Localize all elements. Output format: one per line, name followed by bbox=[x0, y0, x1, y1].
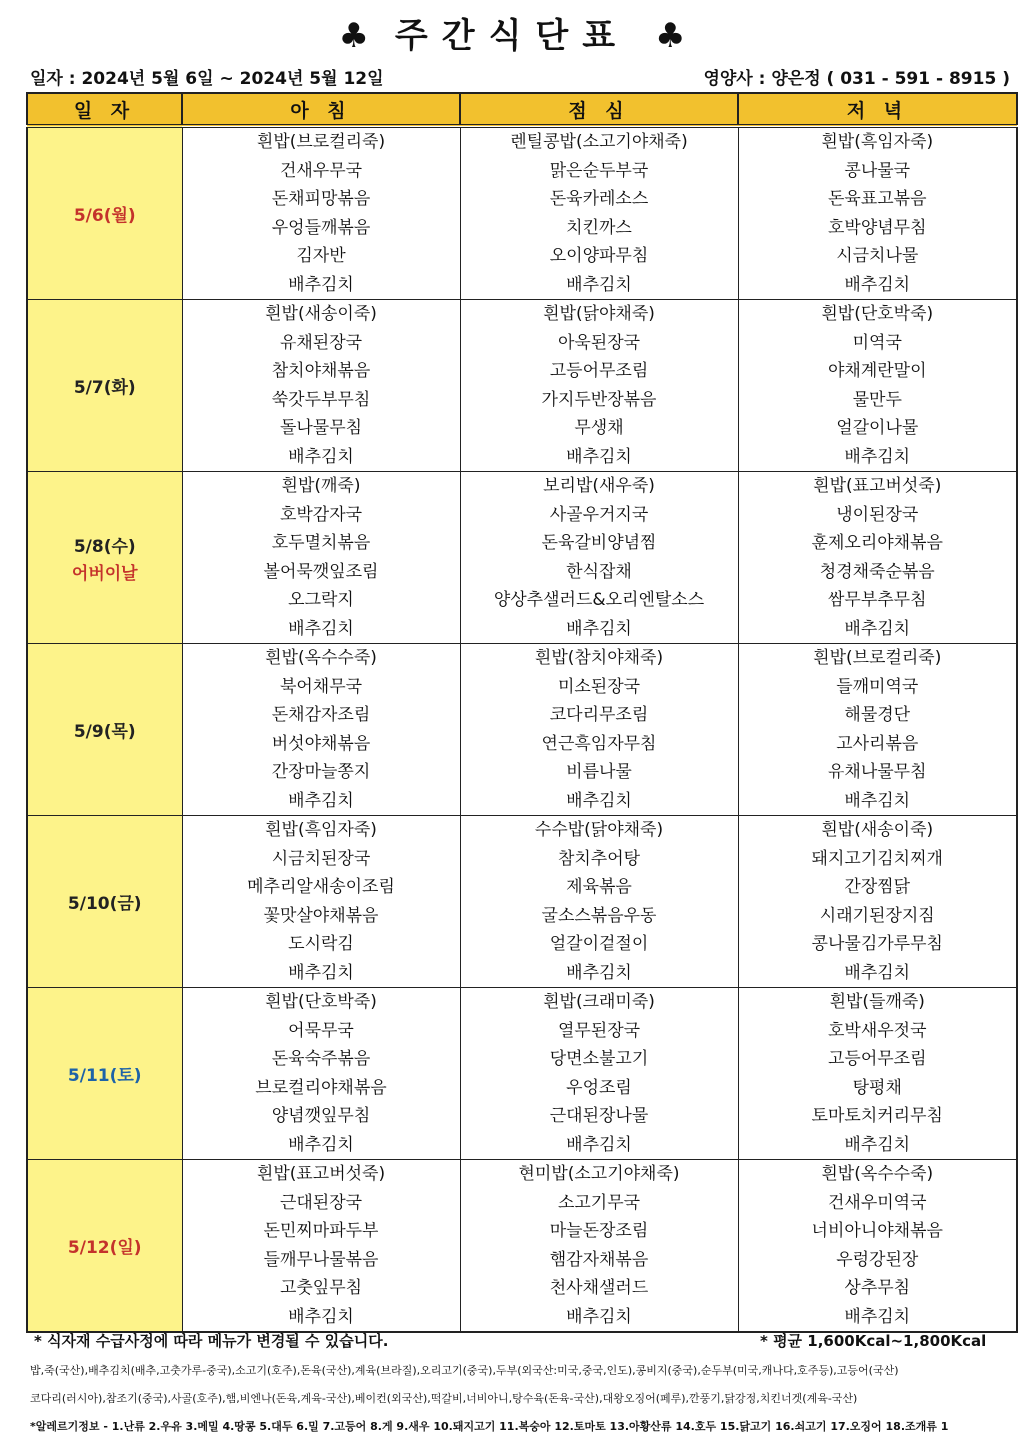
breakfast-menu-item: 배추김치 bbox=[288, 962, 354, 983]
lunch-menu-item: 제육볶음 bbox=[566, 877, 632, 897]
dinner-menu-item: 탕평채 bbox=[852, 1077, 902, 1098]
lunch-menu-item: 돈육갈비양념찜 bbox=[541, 533, 657, 553]
dinner-menu-item: 쌈무부추무침 bbox=[827, 590, 927, 610]
lunch-menu-item: 코다리무조림 bbox=[549, 705, 649, 725]
lunch-cell bbox=[460, 126, 738, 300]
dinner-menu-item: 흰밥(흑임자죽) bbox=[821, 132, 934, 152]
origin-info-line-1: 밥,죽(국산),배추김치(배추,고춧가루-중국),소고기(호주),돈육(국산),계육(브라질),오리고기(중국),두부(외국산:미국,중국,인도),콩비지(중국),순두부(미국,캐나다,호주등),고등어(국산) bbox=[30, 1364, 899, 1377]
dinner-cell bbox=[738, 300, 1017, 472]
day-cell bbox=[27, 1160, 182, 1333]
lunch-menu-item: 당면소불고기 bbox=[549, 1049, 649, 1069]
breakfast-menu-item: 흰밥(흑임자죽) bbox=[265, 820, 377, 840]
breakfast-menu-item: 호박감자국 bbox=[279, 504, 363, 525]
dinner-cell bbox=[738, 988, 1017, 1160]
dinner-cell bbox=[738, 644, 1017, 816]
column-header-lunch: 점 심 bbox=[460, 93, 738, 126]
breakfast-menu-item: 간장마늘쫑지 bbox=[271, 762, 371, 782]
breakfast-menu-item: 흰밥(옥수수죽) bbox=[265, 648, 377, 668]
dinner-menu-item: 흰밥(들깨죽) bbox=[829, 992, 925, 1012]
day-cell bbox=[27, 472, 182, 644]
day-row bbox=[27, 300, 1017, 472]
page-title-text: 주간식단표 bbox=[394, 16, 630, 56]
lunch-menu-item: 배추김치 bbox=[566, 1134, 632, 1155]
menu-change-notice: * 식자재 수급사정에 따라 메뉴가 변경될 수 있습니다. bbox=[34, 1332, 389, 1350]
dinner-menu-item: 냉이된장국 bbox=[836, 504, 919, 525]
breakfast-menu-item: 배추김치 bbox=[288, 790, 354, 811]
day-label: 5/6(월) bbox=[73, 206, 136, 226]
day-label: 5/10(금) bbox=[67, 894, 142, 914]
dinner-menu-item: 호박새우젓국 bbox=[827, 1020, 927, 1041]
dinner-cell bbox=[738, 472, 1017, 644]
lunch-menu-item: 굴소스볶음우동 bbox=[541, 905, 657, 926]
breakfast-menu-item: 유채된장국 bbox=[279, 332, 363, 353]
column-header-dinner: 저 녁 bbox=[738, 93, 1017, 126]
breakfast-menu-item: 김자반 bbox=[296, 246, 346, 266]
dinner-menu-item: 우렁강된장 bbox=[836, 1249, 919, 1270]
dinner-menu-item: 흰밥(브로컬리죽) bbox=[813, 648, 942, 668]
lunch-menu-item: 근대된장나물 bbox=[549, 1106, 649, 1126]
lunch-menu-item: 얼갈이겉절이 bbox=[549, 934, 649, 954]
lunch-menu-item: 흰밥(닭야채죽) bbox=[543, 304, 655, 324]
lunch-menu-item: 사골우거지국 bbox=[549, 504, 649, 525]
dinner-menu-item: 물만두 bbox=[852, 389, 902, 410]
breakfast-menu-item: 흰밥(깨죽) bbox=[281, 476, 361, 496]
dinner-menu-item: 청경채죽순볶음 bbox=[819, 561, 935, 582]
lunch-menu-item: 흰밥(크래미죽) bbox=[543, 992, 655, 1012]
breakfast-menu-item: 쑥갓두부무침 bbox=[271, 389, 371, 410]
day-row bbox=[27, 988, 1017, 1160]
dinner-menu-item: 해물경단 bbox=[844, 705, 911, 725]
menu-table bbox=[26, 92, 1018, 1333]
lunch-menu-item: 양상추샐러드&오리엔탈소스 bbox=[493, 590, 705, 610]
breakfast-menu-item: 오그락지 bbox=[288, 590, 354, 610]
dinner-menu-item: 돈육표고볶음 bbox=[827, 189, 927, 209]
day-row bbox=[27, 816, 1017, 988]
breakfast-menu-item: 배추김치 bbox=[288, 274, 354, 295]
nutritionist-contact: 영양사 : 양은정 ( 031 - 591 - 8915 ) bbox=[703, 69, 1010, 89]
club-icon: ♣ bbox=[654, 16, 686, 56]
breakfast-menu-item: 도시락김 bbox=[288, 934, 354, 954]
breakfast-menu-item: 흰밥(브로컬리죽) bbox=[256, 132, 386, 152]
breakfast-menu-item: 꽃맛살야채볶음 bbox=[263, 905, 379, 926]
breakfast-cell bbox=[182, 1160, 460, 1333]
lunch-cell bbox=[460, 300, 738, 472]
day-row bbox=[27, 472, 1017, 644]
day-label: 5/8(수) bbox=[73, 536, 136, 557]
breakfast-menu-item: 배추김치 bbox=[288, 618, 354, 639]
dinner-menu-item: 얼갈이나물 bbox=[836, 418, 919, 438]
dinner-menu-item: 배추김치 bbox=[844, 1134, 911, 1155]
day-cell bbox=[27, 300, 182, 472]
breakfast-cell bbox=[182, 300, 460, 472]
breakfast-menu-item: 돈채감자조림 bbox=[271, 705, 371, 725]
club-icon: ♣ bbox=[338, 16, 370, 56]
lunch-menu-item: 배추김치 bbox=[566, 618, 632, 639]
day-cell bbox=[27, 988, 182, 1160]
breakfast-menu-item: 우엉들깨볶음 bbox=[271, 217, 371, 238]
breakfast-menu-item: 돌나물무침 bbox=[279, 418, 363, 438]
lunch-menu-item: 수수밥(닭야채죽) bbox=[534, 820, 664, 840]
dinner-cell bbox=[738, 126, 1017, 300]
dinner-menu-item: 들깨미역국 bbox=[836, 676, 919, 697]
lunch-menu-item: 배추김치 bbox=[566, 274, 632, 295]
dinner-menu-item: 흰밥(표고버섯죽) bbox=[813, 476, 942, 496]
lunch-menu-item: 렌틸콩밥(소고기야채죽) bbox=[510, 132, 688, 152]
day-label: 5/12(일) bbox=[67, 1238, 142, 1258]
lunch-cell bbox=[460, 644, 738, 816]
dinner-menu-item: 고등어무조림 bbox=[827, 1049, 927, 1069]
dinner-menu-item: 훈제오리야채볶음 bbox=[811, 533, 943, 553]
dinner-menu-item: 배추김치 bbox=[844, 274, 911, 295]
lunch-menu-item: 천사채샐러드 bbox=[549, 1278, 649, 1298]
lunch-menu-item: 참치추어탕 bbox=[557, 848, 641, 869]
breakfast-menu-item: 흰밥(단호박죽) bbox=[265, 992, 377, 1012]
dinner-menu-item: 고사리볶음 bbox=[836, 733, 919, 754]
lunch-menu-item: 가지두반장볶음 bbox=[541, 389, 657, 410]
breakfast-menu-item: 돈민찌마파두부 bbox=[263, 1221, 379, 1241]
breakfast-cell bbox=[182, 988, 460, 1160]
lunch-menu-item: 오이양파무침 bbox=[549, 246, 649, 266]
breakfast-menu-item: 볼어묵깻잎조림 bbox=[263, 561, 379, 582]
dinner-menu-item: 배추김치 bbox=[844, 790, 911, 811]
dinner-menu-item: 야채계란말이 bbox=[827, 361, 927, 381]
lunch-menu-item: 보리밥(새우죽) bbox=[543, 476, 655, 496]
breakfast-menu-item: 메추리알새송이조림 bbox=[247, 877, 395, 897]
dinner-menu-item: 호박양념무침 bbox=[827, 217, 927, 238]
lunch-menu-item: 비름나물 bbox=[566, 762, 632, 782]
breakfast-menu-item: 양념깻잎무침 bbox=[271, 1106, 371, 1126]
dinner-menu-item: 상추무침 bbox=[844, 1278, 911, 1298]
dinner-cell bbox=[738, 1160, 1017, 1333]
dinner-menu-item: 콩나물김가루무침 bbox=[811, 934, 943, 954]
date-range: 일자 : 2024년 5월 6일 ~ 2024년 5월 12일 bbox=[30, 69, 384, 89]
breakfast-menu-item: 브로컬리야채볶음 bbox=[255, 1077, 387, 1098]
breakfast-menu-item: 참치야채볶음 bbox=[271, 361, 371, 381]
lunch-menu-item: 배추김치 bbox=[566, 446, 632, 467]
lunch-menu-item: 아욱된장국 bbox=[557, 332, 641, 353]
dinner-menu-item: 배추김치 bbox=[844, 962, 911, 983]
breakfast-menu-item: 고춧잎무침 bbox=[279, 1278, 363, 1298]
lunch-menu-item: 햄감자채볶음 bbox=[549, 1249, 649, 1270]
allergy-info: *알레르기정보 - 1.난류 2.우유 3.메밀 4.땅콩 5.대두 6.밀 7.고등어 8.게 9.새우 10.돼지고기 11.복숭아 12.토마토 13.아황산류 14.호두 15.닭고기 16.쇠고기 17.오징어 18.조개류 1 bbox=[30, 1420, 949, 1433]
dinner-menu-item: 콩나물국 bbox=[844, 160, 911, 181]
lunch-menu-item: 소고기무국 bbox=[557, 1192, 641, 1213]
breakfast-menu-item: 근대된장국 bbox=[279, 1192, 363, 1213]
lunch-menu-item: 현미밥(소고기야채죽) bbox=[518, 1164, 680, 1184]
day-cell bbox=[27, 644, 182, 816]
lunch-cell bbox=[460, 816, 738, 988]
column-header-date: 일 자 bbox=[27, 93, 182, 126]
dinner-menu-item: 건새우미역국 bbox=[827, 1192, 927, 1213]
day-row bbox=[27, 1160, 1017, 1333]
lunch-menu-item: 돈육카레소스 bbox=[549, 189, 649, 209]
day-note: 어버이날 bbox=[71, 563, 138, 584]
day-label: 5/9(목) bbox=[73, 722, 136, 742]
breakfast-menu-item: 북어채무국 bbox=[279, 676, 363, 697]
dinner-menu-item: 시금치나물 bbox=[836, 246, 919, 266]
lunch-menu-item: 무생채 bbox=[574, 418, 624, 438]
lunch-menu-item: 배추김치 bbox=[566, 1306, 632, 1327]
lunch-menu-item: 마늘돈장조림 bbox=[549, 1221, 649, 1241]
lunch-menu-item: 고등어무조림 bbox=[549, 361, 649, 381]
breakfast-cell bbox=[182, 126, 460, 300]
column-header-breakfast: 아 침 bbox=[182, 93, 460, 126]
lunch-menu-item: 미소된장국 bbox=[557, 676, 641, 697]
menu-header-row bbox=[27, 93, 1017, 126]
day-cell bbox=[27, 126, 182, 300]
lunch-menu-item: 치킨까스 bbox=[566, 217, 632, 238]
day-label: 5/11(토) bbox=[67, 1066, 142, 1086]
lunch-menu-item: 열무된장국 bbox=[557, 1020, 641, 1041]
breakfast-menu-item: 호두멸치볶음 bbox=[271, 533, 371, 553]
breakfast-cell bbox=[182, 472, 460, 644]
breakfast-menu-item: 버섯야채볶음 bbox=[271, 733, 371, 754]
dinner-menu-item: 배추김치 bbox=[844, 446, 911, 467]
day-row bbox=[27, 126, 1017, 300]
lunch-cell bbox=[460, 1160, 738, 1333]
breakfast-menu-item: 흰밥(표고버섯죽) bbox=[256, 1164, 386, 1184]
dinner-menu-item: 배추김치 bbox=[844, 1306, 911, 1327]
lunch-menu-item: 한식잡채 bbox=[566, 561, 632, 582]
day-label: 5/7(화) bbox=[73, 378, 136, 398]
breakfast-menu-item: 돈채피망볶음 bbox=[271, 189, 371, 209]
breakfast-cell bbox=[182, 816, 460, 988]
dinner-menu-item: 토마토치커리무침 bbox=[811, 1106, 943, 1126]
breakfast-menu-item: 들깨무나물볶음 bbox=[263, 1249, 379, 1270]
calorie-info: * 평균 1,600Kcal~1,800Kcal bbox=[760, 1332, 987, 1350]
dinner-menu-item: 미역국 bbox=[852, 332, 902, 353]
origin-info-line-2: 코다리(러시아),참조기(중국),사골(호주),햄,비엔나(돈육,계육-국산),베이컨(외국산),떡갈비,너비아니,탕수육(돈육-국산),대왕오징어(페루),깐풍기,닭강정,치킨너겟(계육-국산) bbox=[30, 1392, 858, 1405]
breakfast-menu-item: 시금치된장국 bbox=[271, 848, 371, 869]
breakfast-menu-item: 어묵무국 bbox=[288, 1020, 354, 1041]
dinner-menu-item: 배추김치 bbox=[844, 618, 911, 639]
lunch-menu-item: 흰밥(참치야채죽) bbox=[534, 648, 664, 668]
lunch-menu-item: 연근흑임자무침 bbox=[541, 733, 657, 754]
breakfast-menu-item: 돈육숙주볶음 bbox=[271, 1049, 371, 1069]
lunch-menu-item: 배추김치 bbox=[566, 962, 632, 983]
dinner-menu-item: 돼지고기김치찌개 bbox=[811, 848, 943, 869]
breakfast-menu-item: 배추김치 bbox=[288, 1134, 354, 1155]
day-cell bbox=[27, 816, 182, 988]
page-title bbox=[0, 8, 1024, 57]
lunch-menu-item: 우엉조림 bbox=[566, 1077, 632, 1098]
dinner-menu-item: 흰밥(단호박죽) bbox=[821, 304, 934, 324]
dinner-menu-item: 흰밥(옥수수죽) bbox=[821, 1164, 934, 1184]
dinner-menu-item: 시래기된장지짐 bbox=[819, 905, 935, 926]
dinner-cell bbox=[738, 816, 1017, 988]
lunch-cell bbox=[460, 988, 738, 1160]
breakfast-menu-item: 배추김치 bbox=[288, 446, 354, 467]
dinner-menu-item: 너비아니야채볶음 bbox=[811, 1221, 943, 1241]
dinner-menu-item: 간장찜닭 bbox=[844, 877, 911, 897]
lunch-cell bbox=[460, 472, 738, 644]
breakfast-cell bbox=[182, 644, 460, 816]
breakfast-menu-item: 건새우무국 bbox=[279, 160, 363, 181]
dinner-menu-item: 흰밥(새송이죽) bbox=[821, 820, 934, 840]
lunch-menu-item: 배추김치 bbox=[566, 790, 632, 811]
dinner-menu-item: 유채나물무침 bbox=[827, 762, 927, 782]
breakfast-menu-item: 배추김치 bbox=[288, 1306, 354, 1327]
day-row bbox=[27, 644, 1017, 816]
lunch-menu-item: 맑은순두부국 bbox=[549, 160, 649, 181]
breakfast-menu-item: 흰밥(새송이죽) bbox=[265, 304, 377, 324]
